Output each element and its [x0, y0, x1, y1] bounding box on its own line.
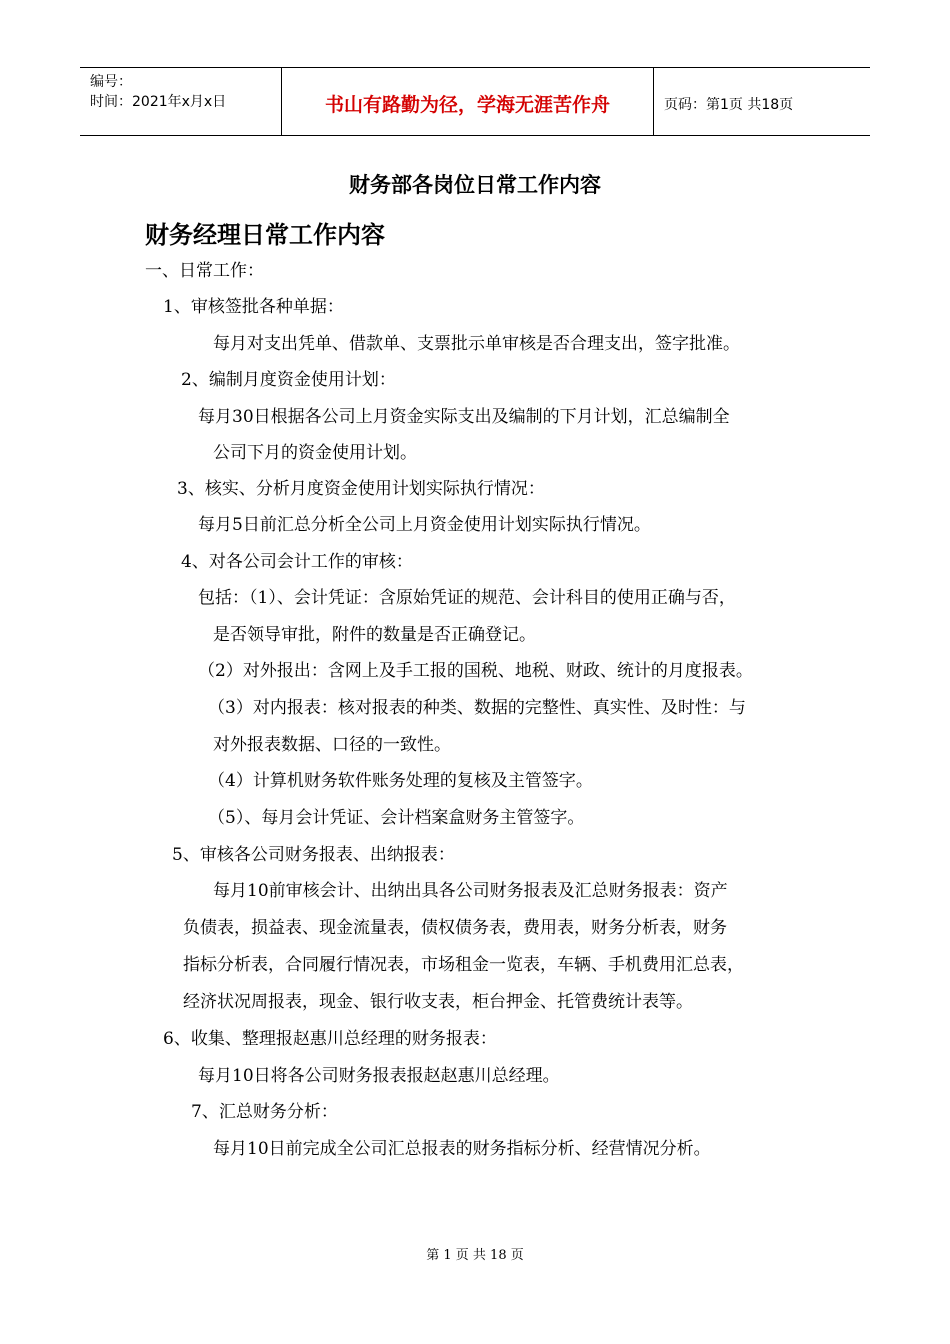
body-line: （4）计算机财务软件账务处理的复核及主管签字。: [208, 771, 593, 791]
section-title: 财务经理日常工作内容: [145, 221, 385, 249]
body-line: 公司下月的资金使用计划。: [213, 443, 417, 463]
document-header: [80, 67, 870, 136]
body-line: 每月10日将各公司财务报表报赵赵惠川总经理。: [198, 1066, 560, 1086]
body-line: 经济状况周报表，现金、银行收支表，柜台押金、托管费统计表等。: [183, 992, 693, 1012]
header-page-info: 页码：第1页 共18页: [664, 96, 794, 113]
body-line: （2）对外报出：含网上及手工报的国税、地税、财政、统计的月度报表。: [198, 661, 753, 681]
body-line: 4、对各公司会计工作的审核：: [181, 552, 413, 572]
body-line: 每月10日前完成全公司汇总报表的财务指标分析、经营情况分析。: [213, 1139, 711, 1159]
body-line: 对外报表数据、口径的一致性。: [213, 735, 451, 755]
body-line: 2、编制月度资金使用计划：: [181, 370, 396, 390]
body-line: 7、汇总财务分析：: [191, 1102, 338, 1122]
body-line: 3、核实、分析月度资金使用计划实际执行情况：: [177, 479, 545, 499]
body-line: 每月对支出凭单、借款单、支票批示单审核是否合理支出，签字批准。: [213, 334, 740, 354]
body-line: 包括：（1）、会计凭证：含原始凭证的规范、会计科目的使用正确与否，: [198, 588, 736, 608]
body-line: 每月30日根据各公司上月资金实际支出及编制的下月计划，汇总编制全: [198, 407, 730, 427]
body-line: 是否领导审批，附件的数量是否正确登记。: [213, 625, 536, 645]
body-line: （5）、每月会计凭证、会计档案盒财务主管签字。: [208, 808, 585, 828]
body-line: 每月5日前汇总分析全公司上月资金使用计划实际执行情况。: [198, 515, 651, 535]
body-line: 每月10前审核会计、出纳出具各公司财务报表及汇总财务报表：资产: [213, 881, 728, 901]
body-line: 1、审核签批各种单据：: [163, 297, 344, 317]
header-time-label: 时间：2021年x月x日: [90, 94, 227, 110]
header-meta-cell: [80, 68, 282, 135]
body-line: 负债表，损益表、现金流量表，债权债务表，费用表，财务分析表，财务: [183, 918, 727, 938]
body-line: 一、日常工作：: [145, 261, 264, 281]
body-line: 5、审核各公司财务报表、出纳报表：: [172, 845, 455, 865]
header-number-label: 编号：: [90, 74, 132, 90]
body-line: （3）对内报表：核对报表的种类、数据的完整性、真实性、及时性：与: [208, 698, 746, 718]
page-footer: 第 1 页 共 18 页: [426, 1248, 524, 1263]
body-line: 指标分析表，合同履行情况表，市场租金一览表，车辆、手机费用汇总表，: [183, 955, 744, 975]
body-line: 6、收集、整理报赵惠川总经理的财务报表：: [163, 1029, 497, 1049]
document-title: 财务部各岗位日常工作内容: [349, 173, 601, 197]
header-motto: 书山有路勤为径，学海无涯苦作舟: [282, 68, 654, 135]
